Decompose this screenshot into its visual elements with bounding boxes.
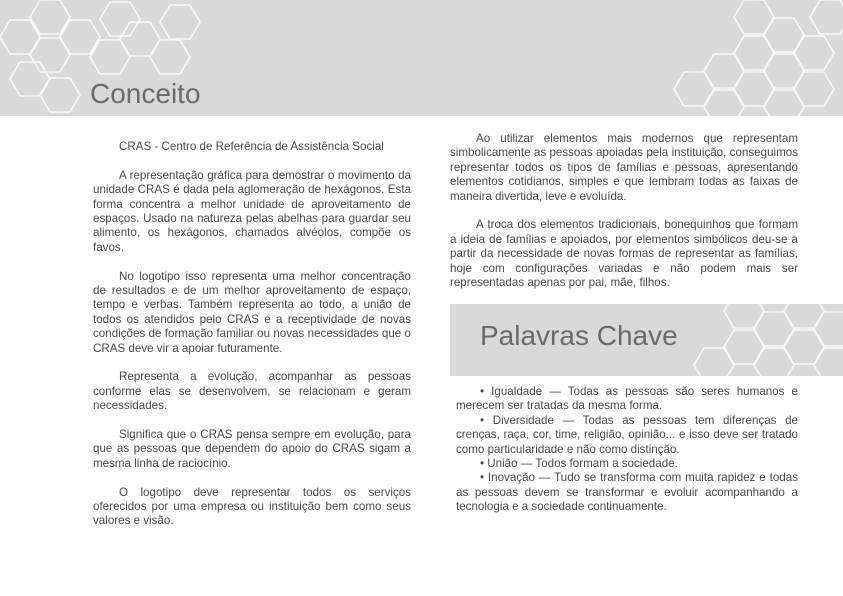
list-item: • Inovação — Tudo se transforma com muita rapidez e todas as pessoas devem se transformar e evoluir acompanhando a tecnologia e a sociedade continuamente. (456, 471, 798, 514)
list-item: • Diversidade — Todas as pessoas tem diferenças de crenças, raça, cor, time, religião, opinião... e isso deve ser tratado como particularidade e não como distinção. (456, 413, 798, 456)
list-item: • União — Todos formam a sociedade. (480, 457, 678, 471)
header-banner (0, 0, 843, 116)
keywords-list (456, 385, 798, 515)
paragraph: No logotipo isso representa uma melhor concentração de resultados e de um melhor aproveitamento de espaço, tempo e verbas. Também representa ao todo, a união de todos os atendidos pelo CRAS e a receptividade de novas condições de formação familiar ou novas necessidades que o CRAS deve vir a apoiar futuramente. (93, 269, 411, 355)
paragraph: Significa que o CRAS pensa sempre em evolução, para que as pessoas que dependem do apoio do CRAS sigam a mesma linha de raciocínio. (93, 428, 411, 470)
list-item: • Igualdade — Todas as pessoas são seres humanos e merecem ser tratadas da mesma forma. (456, 385, 798, 413)
paragraph: A troca dos elementos tradicionais, bonequinhos que formam a ideia de famílias e apoiados, por elementos simbólicos deu-se a partir da necessidade de novas formas de representar as famílias, hoje com configurações variadas e não podem mais ser representadas apenas por pai, mãe, filhos. (450, 218, 798, 290)
right-column (450, 132, 798, 305)
page-title: Conceito (90, 78, 201, 109)
left-column (93, 140, 411, 543)
keywords-title: Palavras Chave (480, 320, 678, 351)
cras-heading: CRAS - Centro de Referência de Assistência Social (119, 140, 384, 153)
paragraph: Ao utilizar elementos mais modernos que representam simbolicamente as pessoas apoiadas pela instituição, conseguimos representar todos os tipos de famílias e pessoas, apresentando elementos cotidianos, simples e que lembram todas as faixas de maneira divertida, leve e evoluída. (450, 132, 798, 203)
paragraph: Representa a evolução, acompanhar as pessoas conforme elas se desenvolvem, se relacionam e geram necessidades. (93, 370, 411, 413)
paragraph: O logotipo deve representar todos os serviços oferecidos por uma empresa ou instituição bem como seus valores e visão. (93, 485, 411, 528)
keywords-banner (450, 304, 843, 376)
paragraph: A representação gráfica para demostrar o movimento da unidade CRAS é dada pela aglomeração de hexágonos. Esta forma concentra a melhor unidade de aproveitamento de espaços. Usado na natureza pelas abelhas para guardar seu alimento, os hexágonos, chamados alvéolos, compõe os favos. (93, 168, 411, 254)
